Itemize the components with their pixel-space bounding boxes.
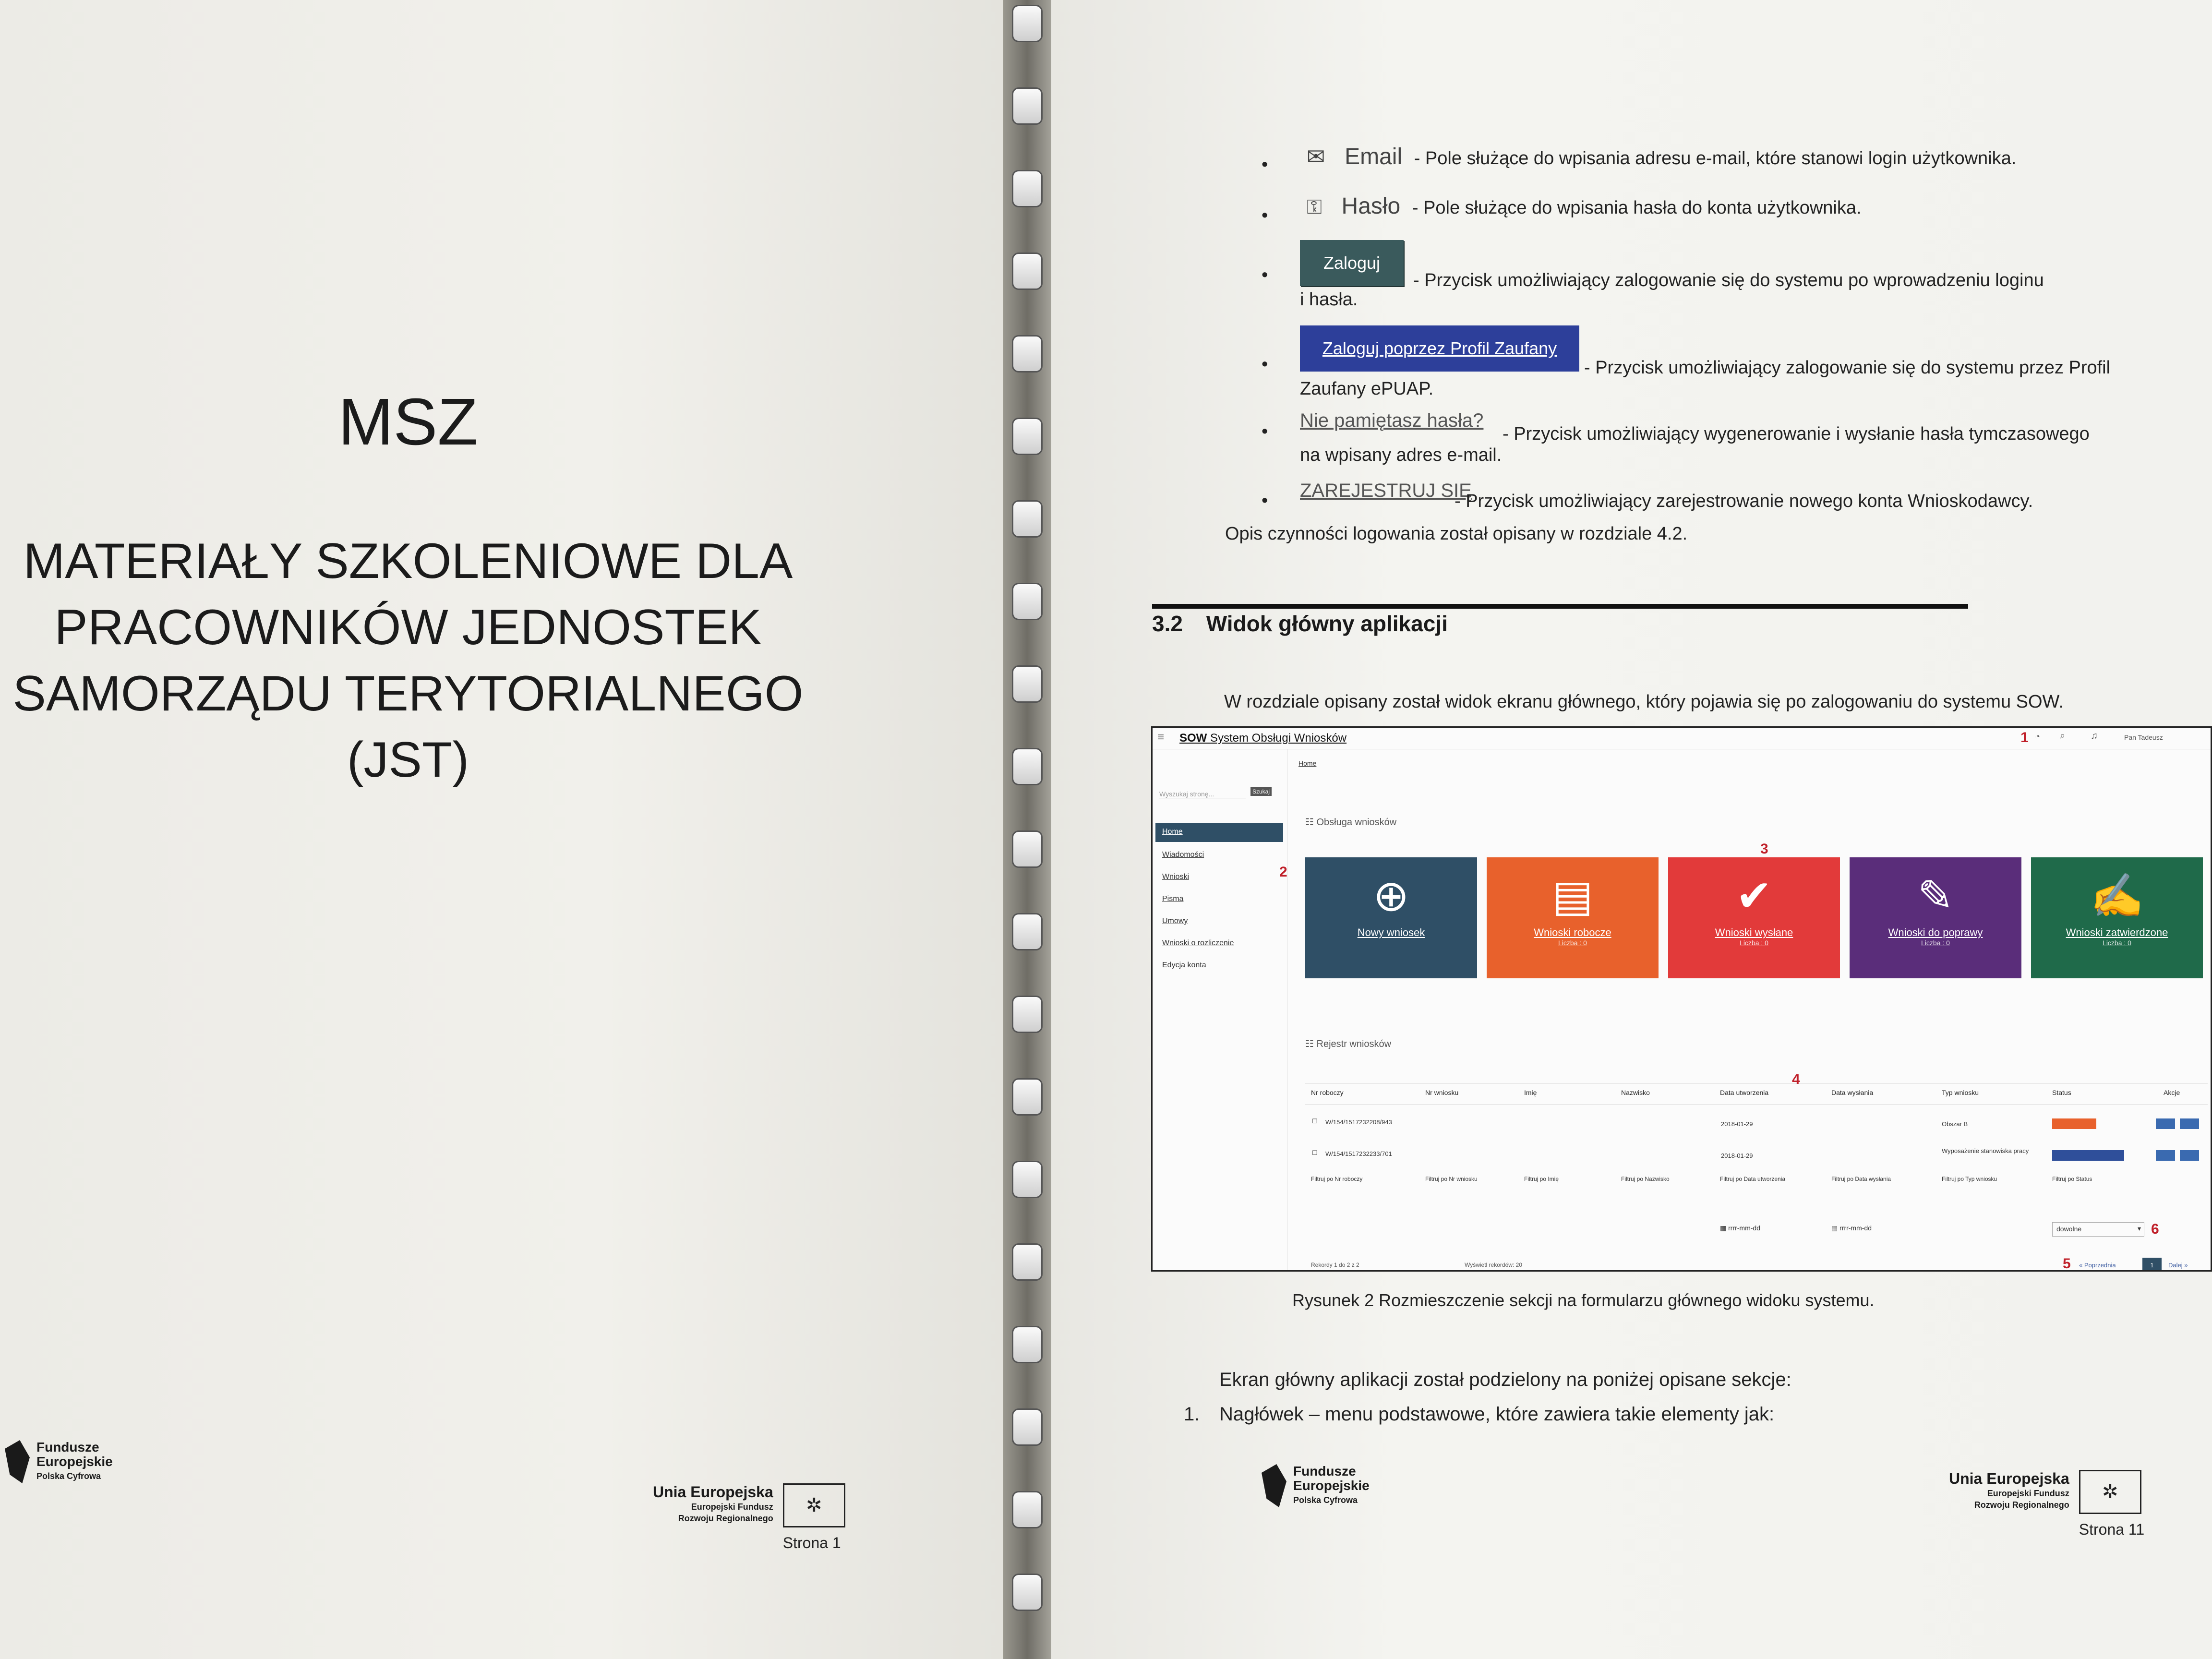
panel-title: ☷ Rejestr wniosków bbox=[1305, 1039, 1392, 1049]
row-checkbox[interactable]: ☐ bbox=[1312, 1118, 1318, 1125]
binding-coil bbox=[1012, 1408, 1043, 1446]
title-line: (JST) bbox=[347, 732, 469, 788]
fe-star-icon bbox=[5, 1440, 30, 1483]
sidebar-item-wiadomosci[interactable]: Wiadomości bbox=[1162, 851, 1204, 859]
sidebar-item-umowy[interactable]: Umowy bbox=[1162, 917, 1188, 925]
binding-coil bbox=[1012, 1491, 1043, 1528]
binding-coil bbox=[1012, 996, 1043, 1033]
binding-coil bbox=[1012, 830, 1043, 868]
binding-coil bbox=[1012, 583, 1043, 620]
tile-wnioski-zatwierdzone[interactable]: ✍ Wnioski zatwierdzone Liczba : 0 bbox=[2031, 857, 2203, 978]
binding-coil bbox=[1012, 500, 1043, 538]
sidebar-search-button[interactable]: Szukaj bbox=[1250, 787, 1272, 796]
status-badge bbox=[2052, 1150, 2124, 1161]
column-header[interactable]: Typ wniosku bbox=[1942, 1089, 1979, 1096]
filter-label: Filtruj po Nazwisko bbox=[1621, 1176, 1670, 1182]
pencil-icon: ✎ bbox=[1917, 872, 1954, 920]
filter-label: Filtruj po Typ wniosku bbox=[1942, 1176, 1997, 1182]
section-marker: 1 bbox=[2020, 730, 2029, 745]
tile-nowy-wniosek[interactable]: ⊕ Nowy wniosek bbox=[1305, 857, 1477, 978]
column-header[interactable]: Akcje bbox=[2164, 1089, 2180, 1096]
row-checkbox[interactable]: ☐ bbox=[1312, 1149, 1318, 1156]
edit-icon: ✍ bbox=[2090, 872, 2144, 920]
app-sidebar bbox=[1153, 749, 1287, 1270]
title-line: PRACOWNIKÓW JEDNOSTEK bbox=[54, 600, 762, 655]
binding-coil bbox=[1012, 1574, 1043, 1611]
page-number: Strona 1 bbox=[782, 1534, 841, 1551]
binding-coil bbox=[1012, 1078, 1043, 1116]
help-icon[interactable]: ◔ bbox=[2035, 732, 2040, 741]
forgot-password-link[interactable]: Nie pamiętasz hasła? bbox=[1300, 410, 1484, 431]
section-marker: 2 bbox=[1279, 864, 1287, 880]
binding-coil bbox=[1012, 913, 1043, 950]
filter-label: Filtruj po Imię bbox=[1524, 1176, 1559, 1182]
binding-coil bbox=[1012, 1161, 1043, 1198]
status-badge bbox=[2052, 1118, 2096, 1129]
envelope-icon: ✉ bbox=[1307, 144, 1325, 169]
page-number: Strona 11 bbox=[2079, 1521, 2145, 1538]
section-marker: 4 bbox=[1792, 1071, 1800, 1087]
tile-wnioski-robocze[interactable]: ▤ Wnioski robocze Liczba : 0 bbox=[1487, 857, 1659, 978]
list-item: Nagłówek – menu podstawowe, które zawiera takie elementy jak: bbox=[1219, 1404, 1775, 1425]
prev-page-link[interactable]: « Poprzednia bbox=[2079, 1262, 2116, 1269]
section-marker: 6 bbox=[2151, 1221, 2159, 1237]
binding-coil bbox=[1012, 665, 1043, 703]
column-header[interactable]: Nr roboczy bbox=[1311, 1089, 1344, 1096]
list-item: ⚿ Hasło - Pole służące do wpisania hasła do konta użytkownika. bbox=[1307, 193, 1862, 219]
chevron-down-icon: ▾ bbox=[2137, 1225, 2141, 1232]
sidebar-item-pisma[interactable]: Pisma bbox=[1162, 895, 1184, 903]
bell-icon[interactable]: ♫ bbox=[2091, 731, 2098, 741]
status-filter-select[interactable]: dowolne ▾ bbox=[2052, 1222, 2144, 1237]
date-filter-input[interactable]: ▦ rrrr-mm-dd bbox=[1831, 1224, 1872, 1232]
list-item: ✉ Email - Pole służące do wpisania adresu e-mail, które stanowi login użytkownika. bbox=[1307, 144, 2017, 169]
binding-coil bbox=[1012, 418, 1043, 455]
figure-caption: Rysunek 2 Rozmieszczenie sekcji na formularzu głównego widoku systemu. bbox=[1292, 1290, 1875, 1310]
eu-flag-icon: ✲ bbox=[2079, 1470, 2141, 1514]
body-paragraph: Ekran główny aplikacji został podzielony na poniżej opisane sekcje: bbox=[1219, 1369, 1791, 1390]
binding-coil bbox=[1012, 1243, 1043, 1281]
edit-icon[interactable] bbox=[2180, 1150, 2199, 1161]
column-header[interactable]: Data utworzenia bbox=[1720, 1089, 1769, 1096]
login-note: Opis czynności logowania został opisany w rozdziale 4.2. bbox=[1225, 524, 1688, 544]
hamburger-icon: ≡ bbox=[1157, 731, 1165, 744]
register-link[interactable]: ZAREJESTRUJ SIĘ bbox=[1300, 480, 1472, 501]
binding-coil bbox=[1012, 1326, 1043, 1363]
breadcrumb[interactable]: Home bbox=[1298, 759, 1317, 767]
tile-wnioski-wyslane[interactable]: ✔ Wnioski wysłane Liczba : 0 bbox=[1668, 857, 1840, 978]
column-header[interactable]: Imię bbox=[1524, 1089, 1537, 1096]
binding-coil bbox=[1012, 87, 1043, 125]
intro-paragraph: W rozdziale opisany został widok ekranu głównego, który pojawia się po zalogowaniu do systemu SOW. bbox=[1224, 692, 2064, 712]
document-title bbox=[0, 528, 816, 793]
binding-coil bbox=[1012, 335, 1043, 373]
records-info: Rekordy 1 do 2 z 2 bbox=[1311, 1262, 1359, 1268]
unia-europejska-logo: Unia Europejska Europejski Fundusz Rozwoju Regionalnego ✲ Strona 11 bbox=[1949, 1470, 2145, 1538]
left-page bbox=[0, 0, 1003, 1659]
fundusze-europejskie-logo: Fundusze Europejskie Polska Cyfrowa bbox=[5, 1440, 113, 1483]
column-header[interactable]: Status bbox=[2052, 1089, 2071, 1096]
filter-label: Filtruj po Data utworzenia bbox=[1720, 1176, 1786, 1182]
binding-coil bbox=[1012, 170, 1043, 207]
current-page-button[interactable]: 1 bbox=[2142, 1258, 2162, 1272]
section-rule bbox=[1152, 604, 1968, 609]
panel-title: ☷ Obsługa wniosków bbox=[1305, 817, 1397, 828]
zaloguj-button[interactable]: Zaloguj bbox=[1300, 240, 1404, 286]
eye-icon[interactable] bbox=[2156, 1150, 2175, 1161]
document-icon: ▤ bbox=[1552, 872, 1593, 920]
eu-flag-icon: ✲ bbox=[783, 1483, 845, 1527]
app-header: ≡ SOW System Obsługi Wniosków ◔ ⌕ ♫ Pan Tadeusz bbox=[1153, 728, 2211, 749]
tile-wnioski-do-poprawy[interactable]: ✎ Wnioski do poprawy Liczba : 0 bbox=[1850, 857, 2021, 978]
title-line: SAMORZĄDU TERYTORIALNEGO bbox=[12, 666, 804, 721]
sidebar-search-input[interactable]: Wyszukaj stronę... bbox=[1159, 790, 1246, 798]
section-marker: 3 bbox=[1760, 841, 1768, 857]
app-screenshot-figure: ≡ SOW System Obsługi Wniosków ◔ ⌕ ♫ Pan Tadeusz Wyszukaj stronę... Szukaj Home Wiadomości Wnioski Pisma Umowy Wnioski o rozliczenie Edycja konta Home ☷ Obsługa wniosków ⊕ Nowy wniosek ▤ Wnioski robocze Liczba : 0 ✔ Wnioski wysłane Liczba : 0 ✎ Wnioski do poprawy Liczba : 0 ✍ Wnioski zatwierdzone Liczba : 0 ☷ Rejestr wniosków Nr roboczy Nr wniosku Imię Nazwisko Data utworzenia Data wysłania Typ wniosku Status Akcje ☐ W/154/1517232208/943 2018-01-29 Obszar B ☐ W/154/1517232233/701 2018-01-29 Wyposażenie stanowiska pracy Filtruj po Nr roboczy Filtruj po Nr wniosku Filtruj po Imię Filtruj po Nazwisko Filtruj po Data utworzenia Filtruj po Data wysłania Filtruj po Typ wniosku Filtruj po Status ▦ rrrr-mm-dd ▦ rrrr-mm-dd dowolne ▾ Rekordy 1 do 2 z 2 Wyświetl rekordów: 20 « Poprzednia 1 Dalej » 1 2 3 4 5 6 bbox=[1151, 726, 2212, 1272]
plus-circle-icon: ⊕ bbox=[1373, 872, 1409, 920]
fe-star-icon bbox=[1262, 1464, 1286, 1507]
sidebar-item-wnioski-o-rozliczenie[interactable]: Wnioski o rozliczenie bbox=[1162, 939, 1234, 947]
search-icon[interactable]: ⌕ bbox=[2060, 731, 2066, 741]
profil-zaufany-button[interactable]: Zaloguj poprzez Profil Zaufany bbox=[1300, 325, 1579, 372]
sidebar-item-wnioski[interactable]: Wnioski bbox=[1162, 873, 1190, 881]
filter-label: Filtruj po Nr roboczy bbox=[1311, 1176, 1363, 1182]
list-number: 1. bbox=[1184, 1404, 1200, 1425]
filter-label: Filtruj po Data wysłania bbox=[1831, 1176, 1891, 1182]
sidebar-item-home-active[interactable]: Home bbox=[1155, 823, 1283, 842]
date-filter-input[interactable]: ▦ rrrr-mm-dd bbox=[1720, 1224, 1760, 1232]
next-page-link[interactable]: Dalej » bbox=[2168, 1262, 2188, 1269]
filter-label: Filtruj po Status bbox=[2052, 1176, 2092, 1182]
column-header[interactable]: Nazwisko bbox=[1621, 1089, 1650, 1096]
org-title: MSZ bbox=[338, 385, 478, 459]
sidebar-item-edycja-konta[interactable]: Edycja konta bbox=[1162, 961, 1206, 969]
filter-label: Filtruj po Nr wniosku bbox=[1425, 1176, 1478, 1182]
section-heading: 3.2 Widok główny aplikacji bbox=[1152, 611, 1448, 636]
binding-coil bbox=[1012, 748, 1043, 785]
binding-coil bbox=[1012, 252, 1043, 290]
check-icon: ✔ bbox=[1736, 872, 1772, 920]
edit-icon[interactable] bbox=[2180, 1118, 2199, 1129]
user-menu[interactable]: Pan Tadeusz bbox=[2124, 733, 2163, 741]
column-header[interactable]: Data wysłania bbox=[1831, 1089, 1874, 1096]
eye-icon[interactable] bbox=[2156, 1118, 2175, 1129]
unia-europejska-logo: Unia Europejska Europejski Fundusz Rozwoju Regionalnego ✲ Strona 1 bbox=[653, 1483, 845, 1552]
column-header[interactable]: Nr wniosku bbox=[1425, 1089, 1459, 1096]
section-marker: 5 bbox=[2063, 1256, 2071, 1272]
key-icon: ⚿ bbox=[1307, 195, 1322, 218]
title-line: MATERIAŁY SZKOLENIOWE DLA bbox=[23, 533, 793, 589]
records-per-page[interactable]: Wyświetl rekordów: 20 bbox=[1465, 1262, 1522, 1268]
fundusze-europejskie-logo: Fundusze Europejskie Polska Cyfrowa bbox=[1262, 1464, 1370, 1507]
binding-coil bbox=[1012, 5, 1043, 42]
